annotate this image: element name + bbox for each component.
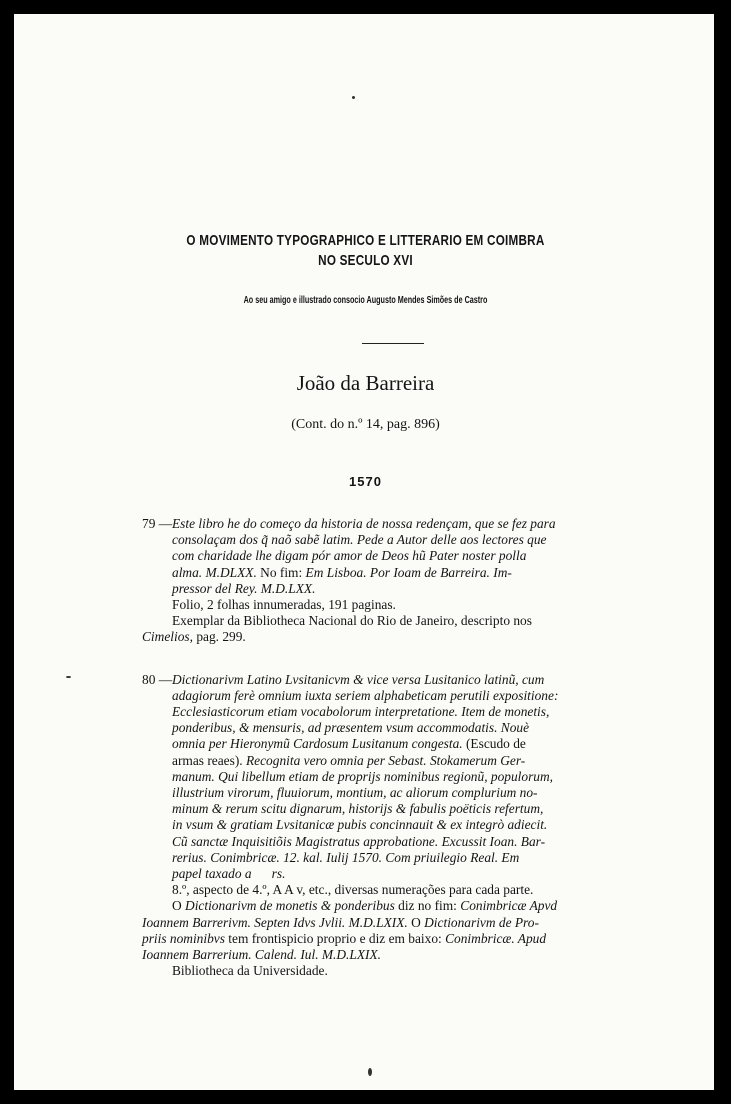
author-heading: João da Barreira	[296, 371, 435, 395]
entry-text-line: Este libro he do começo da historia de nossa redençam, que se fez para	[172, 516, 556, 531]
entry-text-line: Cũ sanctæ Inquisitiõis Magistratus approbatione. Excussit Ioan. Bar-	[172, 833, 546, 849]
entry-80	[142, 671, 627, 883]
colophon-note: Ioannem Barrerivm. Septen Idvs Jvlii. M.D.LXIX. O Dictionarivm de Pro-	[142, 914, 539, 930]
entry-text-line: alma. M.DLXX. No fim: Em Lisboa. Por Ioam de Barreira. Im-	[172, 564, 512, 580]
entry-text-line: adagiorum ferè omnium iuxta seriem alphabeticam perutili expositione:	[172, 687, 559, 703]
colophon-note: Ioannem Barrerium. Calend. Iul. M.D.LXIX.	[142, 947, 382, 963]
article-title-line-1: O MOVIMENTO TYPOGRAPHICO E LITTERARIO EM COIMBRA	[186, 232, 545, 249]
speck-mark	[352, 96, 355, 99]
entry-text-line: omnia per Hieronymũ Cardosum Lusitanum congesta. (Escudo de	[172, 736, 526, 752]
exemplar-note: Cimelios, pag. 299.	[142, 629, 246, 645]
year-heading: 1570	[349, 474, 382, 489]
entry-text-line: ponderibus, & mensuris, ad præsentem vsum accommodatis. Nouè	[172, 720, 530, 736]
colophon-note: priis nominibvs tem frontispicio proprio e diz em baixo: Conimbricæ. Apud	[142, 930, 547, 946]
entry-text-line: armas reaes). Recognita vero omnia per Sebast. Stokamerum Ger-	[172, 752, 526, 768]
speck-mark	[66, 676, 71, 678]
dedication: Ao seu amigo e illustrado consocio Augusto Mendes Simões de Castro	[243, 295, 488, 306]
colophon-note: O Dictionarivm de monetis & ponderibus diz no fim: Conimbricæ Apvd	[172, 898, 558, 914]
entry-text-line: Ecclesiasticorum etiam vocabolorum interpretatione. Item de monetis,	[172, 704, 550, 720]
bibliography-body	[142, 516, 627, 979]
speck-mark	[368, 1068, 372, 1076]
entry-text-line: illustrium virorum, fluuiorum, montium, ac aliorum complurium no-	[172, 785, 538, 801]
entry-text-line: Dictionarivm Latino Lvsitanicvm & vice versa Lusitanico latinũ, cum	[172, 671, 545, 687]
continuation-note: (Cont. do n.º 14, pag. 896)	[291, 417, 440, 432]
entry-text-line: in vsum & gratiam Lvsitanicæ pubis concinnauit & ex integrò adiecit.	[172, 817, 548, 833]
entry-text-line: pressor del Rey. M.D.LXX.	[172, 580, 316, 596]
entry-number: 79 —	[142, 516, 173, 531]
entry-79	[142, 516, 627, 597]
library-note: Bibliotheca da Universidade.	[172, 963, 328, 979]
entry-number: 80 —	[142, 671, 173, 687]
entry-text-line: com charidade lhe digam pór amor de Deos hũ Pater noster polla	[172, 548, 527, 564]
format-note: 8.º, aspecto de 4.º, A A v, etc., diversas numerações para cada parte.	[172, 882, 534, 898]
divider-rule	[362, 343, 424, 344]
entry-text-line: rerius. Conimbricæ. 12. kal. Iulij 1570. Com priuilegio Real. Em	[172, 849, 520, 865]
article-title-line-2: NO SECULO XVI	[318, 252, 413, 269]
entry-text-line: minum & rerum scitu dignarum, historijs & fabulis poëticis refertum,	[172, 801, 544, 817]
entry-text-line: manum. Qui libellum etiam de proprijs nominibus regionũ, populorum,	[172, 768, 554, 784]
exemplar-note: Exemplar da Bibliotheca Nacional do Rio de Janeiro, descripto nos	[172, 613, 532, 629]
entry-text-line: papel taxado a rs.	[172, 866, 286, 882]
folio-note: Folio, 2 folhas innumeradas, 191 paginas.	[172, 597, 396, 613]
entry-text-line: consolaçam dos q̃ naõ sabẽ latim. Pede a Autor delle aos lectores que	[172, 532, 547, 548]
